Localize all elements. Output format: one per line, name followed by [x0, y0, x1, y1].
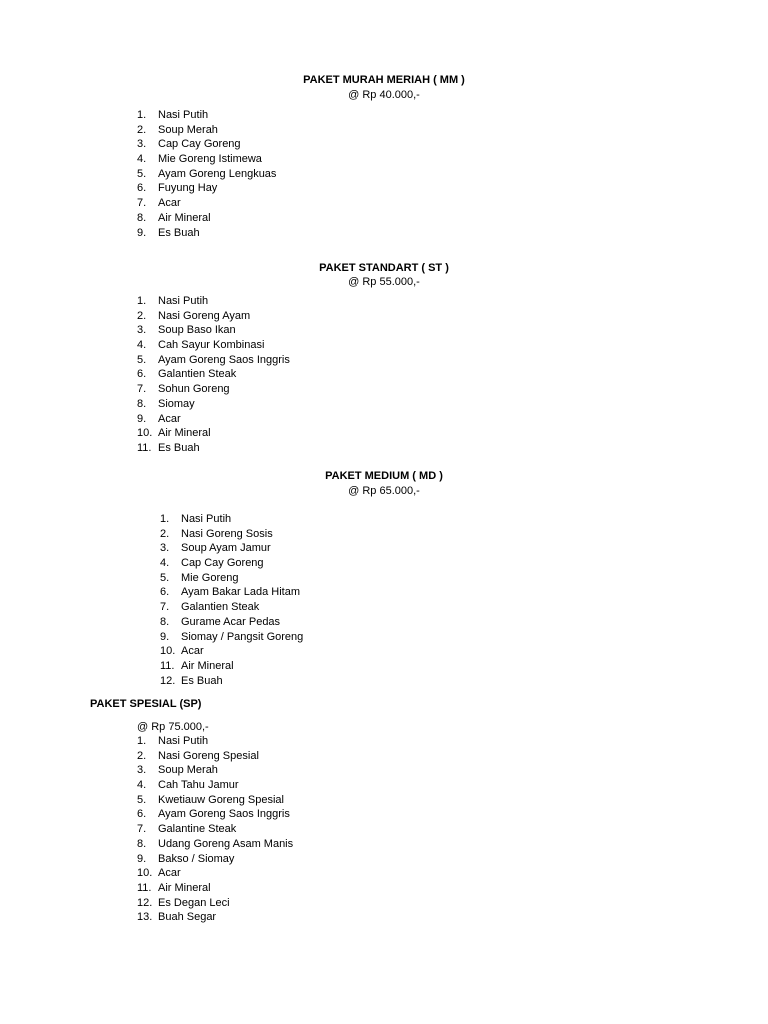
list-item-number: 1. — [137, 109, 147, 121]
list-item-label: Kwetiauw Goreng Spesial — [158, 793, 284, 806]
list-item-label: Nasi Putih — [158, 109, 209, 121]
list-item-label: Galantien Steak — [158, 368, 237, 381]
list-item-number: 10. — [160, 645, 176, 658]
list-item-number: 4. — [137, 339, 147, 352]
section-price-sp: @ Rp 75.000,- — [137, 721, 209, 733]
list-item-number: 11. — [160, 659, 175, 672]
list-item-label: Acar — [158, 197, 181, 210]
list-item-number: 8. — [137, 211, 147, 224]
list-item-label: Mie Goreng Istimewa — [158, 153, 262, 166]
list-item-number: 4. — [137, 779, 147, 792]
list-item-label: Acar — [158, 867, 181, 880]
section-title-mm: PAKET MURAH MERIAH ( MM ) — [303, 74, 465, 86]
list-item-label: Buah Segar — [158, 911, 217, 924]
list-item-number: 5. — [160, 571, 170, 584]
list-item-label: Acar — [181, 645, 204, 658]
list-item-label: Ayam Bakar Lada Hitam — [181, 586, 301, 599]
list-item-label: Ayam Goreng Saos Inggris — [158, 353, 290, 366]
list-item-number: 7. — [137, 383, 147, 396]
list-item-number: 9. — [137, 412, 147, 425]
list-item-number: 4. — [160, 557, 170, 570]
section-title-md: PAKET MEDIUM ( MD ) — [325, 470, 443, 482]
list-item-label: Sohun Goreng — [158, 383, 230, 396]
list-item-number: 2. — [137, 123, 147, 136]
list-item-number: 3. — [160, 542, 170, 555]
list-item-number: 8. — [160, 615, 170, 628]
list-item-number: 2. — [137, 749, 147, 762]
section-price-md: @ Rp 65.000,- — [348, 485, 420, 497]
list-item-number: 3. — [137, 138, 147, 151]
list-item-number: 6. — [137, 182, 147, 195]
list-item-number: 2. — [137, 309, 147, 322]
list-item-label: Air Mineral — [158, 881, 211, 894]
list-item-label: Ayam Goreng Lengkuas — [158, 167, 277, 180]
list-item-number: 8. — [137, 837, 147, 850]
list-item-number: 9. — [160, 630, 170, 643]
list-item-label: Soup Merah — [158, 764, 218, 777]
list-item-label: Nasi Putih — [158, 295, 209, 307]
list-item-label: Ayam Goreng Saos Inggris — [158, 808, 290, 821]
list-item-label: Udang Goreng Asam Manis — [158, 837, 294, 850]
list-item-number: 9. — [137, 226, 147, 239]
list-item-number: 5. — [137, 167, 147, 180]
list-item-label: Cap Cay Goreng — [181, 557, 264, 570]
list-item-label: Es Buah — [158, 226, 200, 239]
list-item-number: 10. — [137, 867, 153, 880]
list-item-label: Nasi Putih — [181, 513, 232, 525]
list-item-label: Bakso / Siomay — [158, 852, 235, 865]
list-item-number: 8. — [137, 397, 147, 410]
list-item-label: Cah Tahu Jamur — [158, 779, 239, 792]
section-title-st: PAKET STANDART ( ST ) — [319, 262, 449, 274]
list-item-label: Nasi Putih — [158, 735, 209, 747]
list-item-number: 6. — [137, 368, 147, 381]
list-item-number: 3. — [137, 764, 147, 777]
list-item-number: 7. — [160, 601, 170, 614]
list-item-number: 11. — [137, 441, 152, 454]
list-item-number: 7. — [137, 197, 147, 210]
list-item-label: Es Degan Leci — [158, 896, 230, 909]
list-item-number: 11. — [137, 881, 152, 894]
section-title-sp: PAKET SPESIAL (SP) — [90, 698, 202, 710]
list-item-number: 4. — [137, 153, 147, 166]
list-item-number: 7. — [137, 823, 147, 836]
list-item-label: Air Mineral — [158, 211, 211, 224]
list-item-number: 5. — [137, 353, 147, 366]
list-item-number: 5. — [137, 793, 147, 806]
list-item-number: 13. — [137, 911, 153, 924]
list-item-label: Nasi Goreng Ayam — [158, 309, 251, 322]
list-item-label: Siomay — [158, 397, 195, 410]
list-item-label: Cap Cay Goreng — [158, 138, 241, 151]
list-item-label: Galantien Steak — [181, 601, 260, 614]
list-item-label: Es Buah — [181, 674, 223, 687]
list-item-label: Cah Sayur Kombinasi — [158, 339, 265, 352]
list-item-label: Soup Merah — [158, 123, 218, 136]
list-item-number: 2. — [160, 527, 170, 540]
list-item-number: 1. — [137, 295, 147, 307]
list-item-number: 1. — [137, 735, 147, 747]
list-item-number: 3. — [137, 324, 147, 337]
list-item-number: 9. — [137, 852, 147, 865]
list-item-number: 6. — [160, 586, 170, 599]
list-item-label: Nasi Goreng Spesial — [158, 749, 259, 762]
list-item-label: Mie Goreng — [181, 571, 239, 584]
section-price-st: @ Rp 55.000,- — [348, 276, 420, 288]
list-item-label: Soup Baso Ikan — [158, 324, 236, 337]
list-item-label: Air Mineral — [158, 427, 211, 440]
list-item-number: 12. — [160, 674, 176, 687]
list-item-number: 1. — [160, 513, 170, 525]
list-item-label: Nasi Goreng Sosis — [181, 527, 273, 540]
list-item-number: 10. — [137, 427, 153, 440]
list-item-label: Es Buah — [158, 441, 200, 454]
list-item-number: 12. — [137, 896, 153, 909]
list-item-label: Gurame Acar Pedas — [181, 615, 281, 628]
list-item-label: Fuyung Hay — [158, 182, 218, 195]
list-item-label: Air Mineral — [181, 659, 234, 672]
list-item-label: Galantine Steak — [158, 823, 237, 836]
list-item-label: Siomay / Pangsit Goreng — [181, 630, 304, 643]
list-item-label: Soup Ayam Jamur — [181, 542, 271, 555]
list-item-number: 6. — [137, 808, 147, 821]
list-item-label: Acar — [158, 412, 181, 425]
section-price-mm: @ Rp 40.000,- — [348, 89, 420, 101]
